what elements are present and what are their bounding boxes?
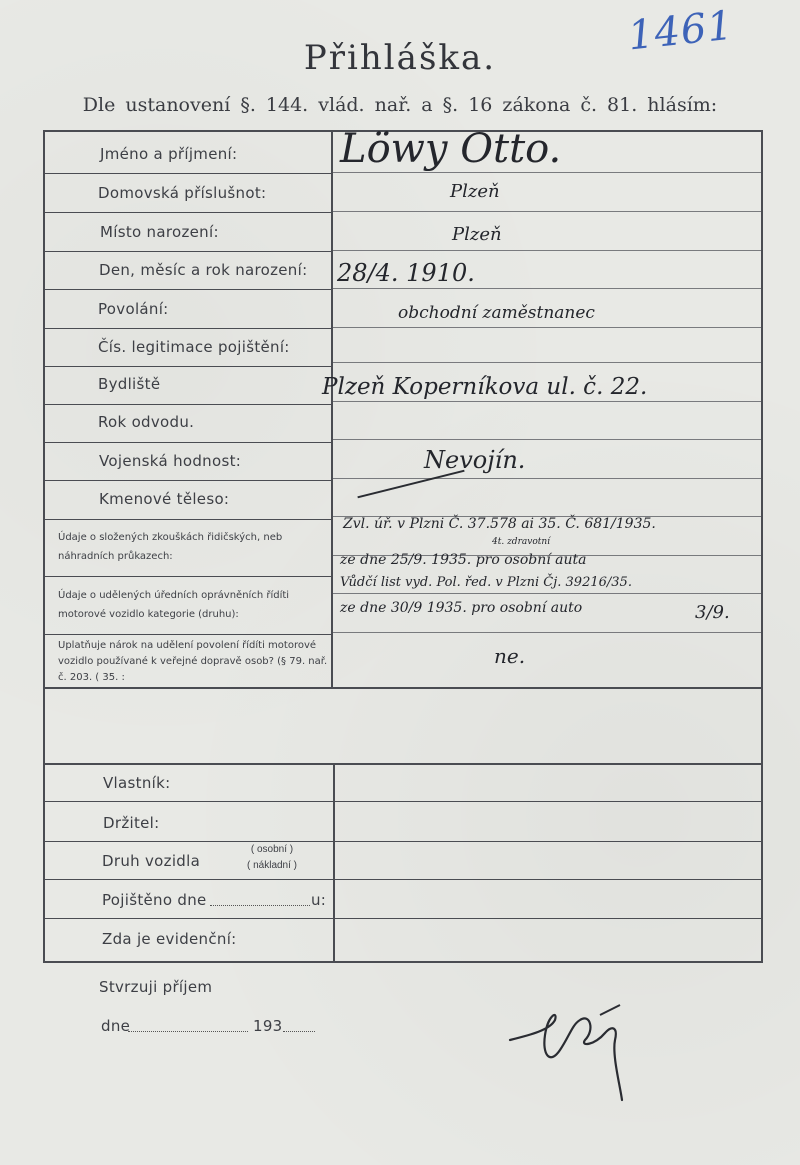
permits-label: Údaje o udělených úředních oprávněních řídíti motorové vozidlo kategorie (druhu): [58,590,290,620]
exams-value-line1: Zvl. úř. v Plzni Č. 37.578 ai 35. Č. 681/1935. [343,516,656,532]
vehicle-type-option-freight: ( nákladní ) [246,860,298,871]
birthplace-value: Plzeň [452,224,502,245]
registered-label: Zda je evidenční: [102,930,237,948]
receipt-label: Stvrzuji příjem [99,978,213,996]
exams-value-note: 4t. zdravotní [492,537,551,547]
form-title: Přihláška. [303,38,497,78]
public-transport-claim-value: ne. [494,644,526,668]
permits-value-line1: Vůdčí list vyd. Pol. řed. v Plzni Čj. 39216/35. [340,575,632,590]
occupation-value: obchodní zaměstnanec [398,303,595,323]
permits-value-line2: ze dne 30/9 1935. pro osobní auto [340,600,583,616]
public-transport-claim-label: Uplatňuje nárok na udělení povolení řídíti motorové vozidlo používané k veřejné dopravě osob? (§ 79. nař. č. 203. ( 35. : [58,640,328,683]
military-unit-label: Kmenové těleso: [99,490,230,508]
receipt-year-dotted-line [283,1031,315,1032]
name-label: Jméno a příjmení: [100,145,238,163]
vehicle-type-option-personal: ( osobní ) [250,844,294,855]
vehicle-type-label: Druh vozidla [102,852,201,870]
signature [500,995,650,1105]
name-value: Löwy Otto. [340,126,562,172]
insurance-id-label: Čís. legitimace pojištění: [98,338,290,356]
birthdate-label: Den, měsíc a rok narození: [99,261,308,279]
conscription-year-label: Rok odvodu. [98,413,195,431]
insured-at-label: u: [311,891,327,909]
insured-date-dotted-line [210,905,310,906]
receipt-date-label: dne [101,1017,131,1035]
holder-label: Držitel: [103,814,160,832]
reference-number: 1461 [625,2,736,60]
birthdate-value: 28/4. 1910. [337,259,475,287]
occupation-label: Povolání: [98,300,169,318]
permits-value-ref: 3/9. [695,602,730,623]
domicile-value: Plzeň [450,181,500,202]
exams-value-line2: ze dne 25/9. 1935. pro osobní auta [340,552,587,568]
domicile-label: Domovská příslušnot: [98,184,267,202]
receipt-date-dotted-line [128,1031,248,1032]
receipt-year-prefix: 193 [253,1017,283,1035]
residence-label: Bydliště [98,375,161,393]
insured-date-label: Pojištěno dne [102,891,207,909]
residence-value: Plzeň Koperníkova ul. č. 22. [322,374,648,400]
exams-label: Údaje o složených zkouškách řidičských, neb náhradních průkazech: [58,532,283,562]
military-rank-label: Vojenská hodnost: [99,452,242,470]
birthplace-label: Místo narození: [100,223,219,241]
military-rank-value: Nevojín. [424,446,526,474]
form-subtitle: Dle ustanovení §. 144. vlád. nař. a §. 16 zákona č. 81. hlásím: [82,94,718,116]
owner-label: Vlastník: [103,774,171,792]
